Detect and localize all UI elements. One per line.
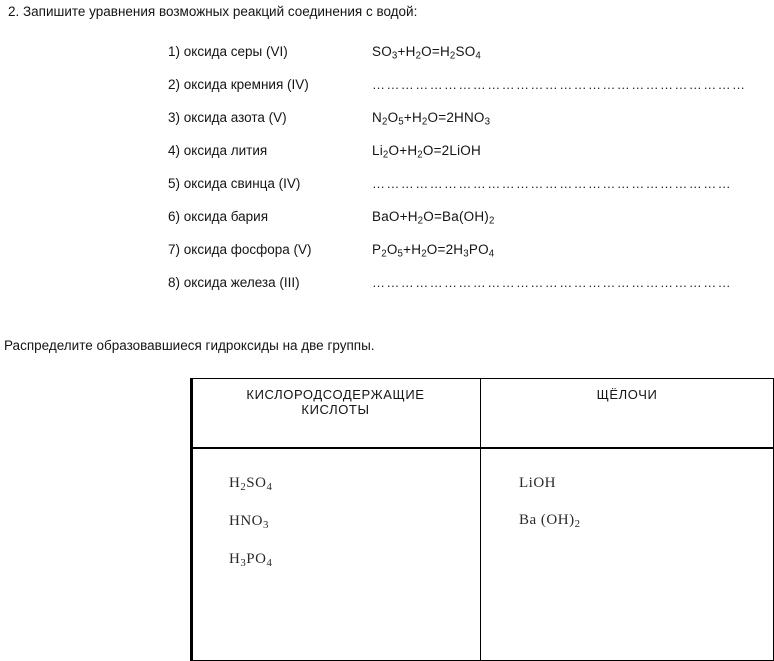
table-header-row: [191, 379, 774, 449]
page-title: 2. Запишите уравнения возможных реакций соединения с водой:: [8, 4, 418, 19]
formula-baoh2: Ba $(OH)_2$: [519, 512, 581, 531]
reaction-label: 3) оксида азота (V): [168, 110, 287, 125]
reaction-equation[interactable]: $SO_3+H_2O=H_2SO_4$: [372, 44, 482, 62]
reaction-label: 5) оксида свинца (IV): [168, 176, 301, 191]
acids-cell[interactable]: [191, 448, 481, 661]
groups-table: [190, 378, 774, 661]
alkalis-cell[interactable]: [481, 448, 774, 661]
reaction-equation[interactable]: $BaO+H_2O=Ba(OH)_2$: [372, 209, 495, 227]
list-item: [168, 275, 768, 308]
reaction-blank-line[interactable]: …………………………………………………………………: [372, 275, 732, 290]
reaction-label: 1) оксида серы (VI): [168, 44, 288, 59]
list-item: [168, 143, 768, 176]
formula-hno3: $HNO_3$: [229, 513, 269, 532]
reaction-blank-line[interactable]: …………………………………………………………………: [372, 176, 732, 191]
list-item: [168, 77, 768, 110]
reaction-label: 4) оксида лития: [168, 143, 268, 158]
column-header-acids: [191, 379, 481, 449]
reaction-equation[interactable]: $N_2O_5+H_2O=2HNO_3$: [372, 110, 491, 128]
column-header-acids-line2: КИСЛОТЫ: [301, 402, 370, 417]
reaction-list: [168, 44, 768, 308]
reaction-blank-line[interactable]: ……………………………………………………………………: [372, 77, 747, 92]
reaction-label: 6) оксида бария: [168, 209, 269, 224]
list-item: [168, 176, 768, 209]
formula-lioh: LiOH: [519, 475, 556, 491]
column-header-acids-line1: КИСЛОРОДСОДЕРЖАЩИЕ: [246, 387, 425, 402]
list-item: [168, 44, 768, 77]
reaction-label: 7) оксида фосфора (V): [168, 242, 312, 257]
list-item: [168, 209, 768, 242]
list-item: [168, 110, 768, 143]
list-item: [168, 242, 768, 275]
reaction-equation[interactable]: $P_2O_5+H_2O=2H_3PO_4$: [372, 242, 495, 260]
groups-table-container: [190, 378, 774, 661]
distribute-instruction: Распределите образовавшиеся гидроксиды на две группы.: [4, 338, 375, 353]
formula-h3po4: $H_3PO_4$: [229, 551, 273, 570]
reaction-label: 2) оксида кремния (IV): [168, 77, 309, 92]
column-header-alkalis: ЩЁЛОЧИ: [481, 379, 774, 449]
reaction-label: 8) оксида железа (III): [168, 275, 300, 290]
formula-h2so4: $H_2SO_4$: [229, 475, 273, 494]
table-row: [191, 448, 774, 661]
reaction-equation[interactable]: $Li_2O+H_2O=2LiOH$: [372, 143, 481, 161]
